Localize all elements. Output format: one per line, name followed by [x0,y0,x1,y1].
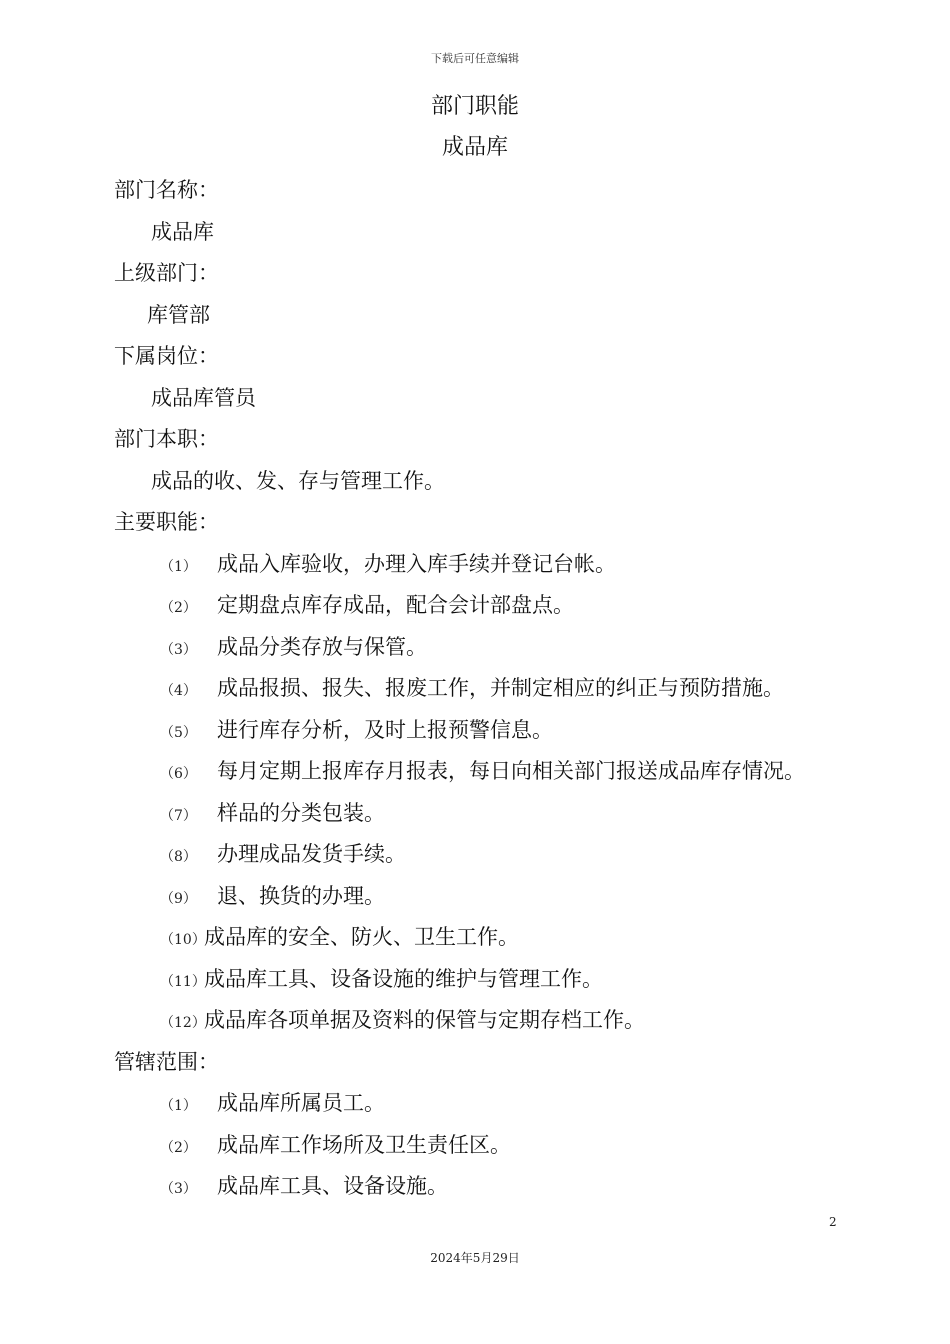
function-item [114,754,874,796]
function-item-text: 办理成品发货手续。 [217,842,406,866]
scope-item [114,1086,874,1128]
dept-duty-label: 部门本职： [114,427,219,451]
page-footer-date: 2024年5月29日 [430,1251,520,1265]
function-item-number: （4） [160,683,197,699]
dept-name-label: 部门名称： [114,178,219,202]
document-body [114,173,874,1211]
function-item-number: （1） [160,558,197,575]
function-item-text: 成品库各项单据及资料的保管与定期存档工作。 [204,1008,645,1032]
function-item [114,1003,874,1045]
function-item-text: 成品库工具、设备设施的维护与管理工作。 [204,966,603,991]
function-item-text: 定期盘点库存成品，配合会计部盘点。 [217,593,574,617]
document-title: 部门职能 [430,94,519,119]
function-item-number: （7） [160,807,197,824]
function-item-number: （11） [160,973,206,990]
function-item [114,796,874,838]
page-header-note: 下载后可任意编辑 [431,52,519,65]
page-number: 2 [829,1215,837,1229]
function-item-number: （2） [160,600,197,616]
function-item-text: 进行库存分析，及时上报预警信息。 [217,717,553,742]
function-item [114,671,874,713]
scope-item-text: 成品库工具、设备设施。 [217,1174,448,1198]
document-subtitle: 成品库 [441,135,508,160]
function-item [114,837,874,879]
superior-dept-value: 库管部 [147,302,210,327]
scope-item-text: 成品库所属员工。 [217,1091,385,1115]
function-item-text: 成品报损、报失、报废工作，并制定相应的纠正与预防措施。 [217,676,784,700]
function-item-number: （3） [160,641,197,658]
function-item [114,547,874,589]
positions-label: 下属岗位： [114,344,219,368]
function-item-number: （5） [160,724,197,741]
main-functions-list [114,547,874,1045]
positions-value: 成品库管员 [151,385,256,410]
function-item [114,588,874,630]
scope-label: 管辖范围： [114,1049,219,1074]
function-item-number: （9） [160,890,197,907]
function-item [114,713,874,755]
scope-item [114,1169,874,1211]
function-item-number: （10） [160,932,206,948]
function-item-number: （8） [160,849,197,865]
function-item-text: 成品分类存放与保管。 [217,634,427,659]
scope-item-text: 成品库工作场所及卫生责任区。 [217,1132,511,1157]
scope-item-number: （2） [160,1139,197,1156]
function-item [114,920,874,962]
scope-item [114,1128,874,1170]
function-item-number: （12） [160,1015,206,1031]
function-item [114,879,874,921]
dept-name-value: 成品库 [151,219,214,244]
main-functions-label: 主要职能： [114,510,219,534]
scope-item-number: （3） [160,1181,197,1197]
function-item [114,630,874,672]
dept-duty-value: 成品的收、发、存与管理工作。 [151,468,445,493]
function-item-text: 样品的分类包装。 [217,800,385,825]
function-item-text: 成品库的安全、防火、卫生工作。 [204,925,519,949]
function-item-number: （6） [160,766,197,782]
superior-dept-label: 上级部门： [114,261,219,285]
scope-list [114,1086,874,1211]
function-item-text: 每月定期上报库存月报表，每日向相关部门报送成品库存情况。 [217,759,805,783]
function-item [114,962,874,1004]
function-item-text: 成品入库验收，办理入库手续并登记台帐。 [217,551,616,576]
scope-item-number: （1） [160,1098,197,1114]
function-item-text: 退、换货的办理。 [217,883,385,908]
